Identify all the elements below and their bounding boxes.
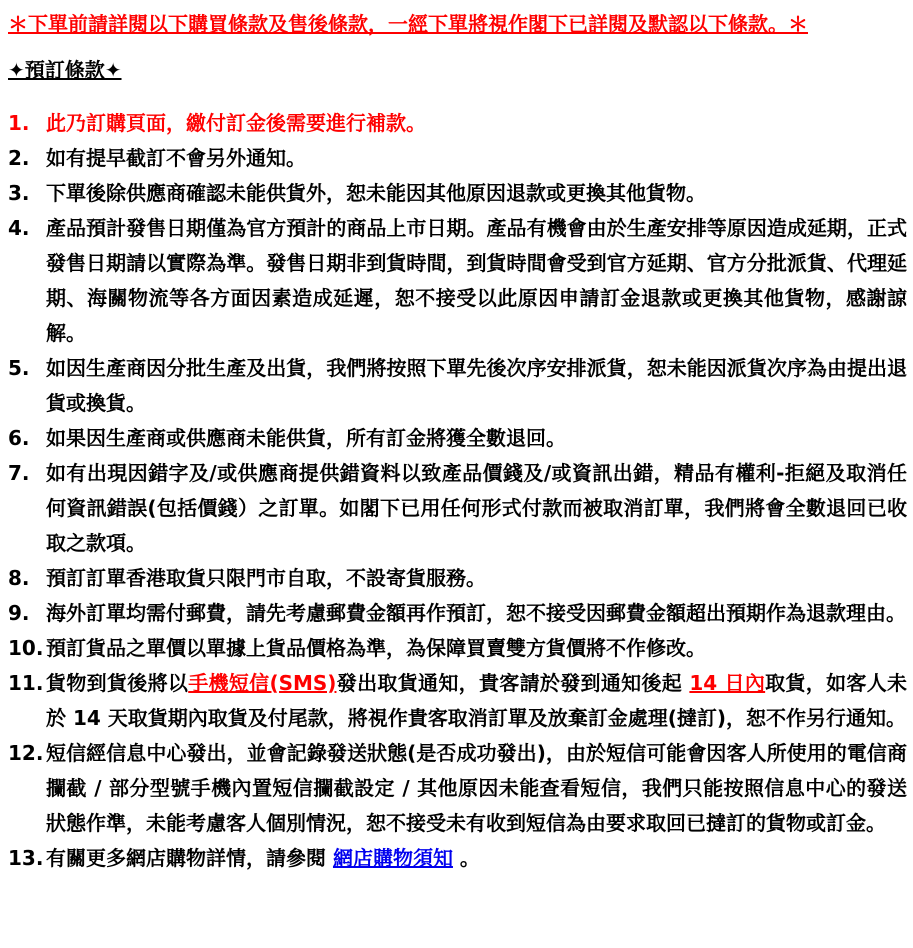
term-segment: 預訂貨品之單價以單據上貨品價格為準，為保障買賣雙方貨價將不作修改。 bbox=[46, 636, 706, 660]
term-number: 5. bbox=[8, 356, 30, 380]
term-segment: 海外訂單均需付郵費，請先考慮郵費金額再作預訂，恕不接受因郵費金額超出預期作為退款理由。 bbox=[46, 601, 906, 625]
term-text bbox=[46, 426, 566, 450]
term-item-10 bbox=[8, 631, 907, 666]
term-text bbox=[46, 671, 907, 730]
term-text bbox=[46, 181, 706, 205]
term-item-6 bbox=[8, 421, 907, 456]
term-segment: 如有提早截訂不會另外通知。 bbox=[46, 146, 306, 170]
term-segment: 貨物到貨後將以 bbox=[46, 671, 189, 695]
term-segment: 有關更多網店購物詳情，請參閱 bbox=[46, 846, 333, 870]
term-number: 4. bbox=[8, 216, 30, 240]
highlighted-red-text: 手機短信(SMS) bbox=[188, 671, 337, 695]
term-segment: 預訂訂單香港取貨只限門市自取，不設寄貨服務。 bbox=[46, 566, 486, 590]
term-text bbox=[46, 111, 426, 135]
term-item-8 bbox=[8, 561, 907, 596]
term-item-3 bbox=[8, 176, 907, 211]
term-segment: 如果因生產商或供應商未能供貨，所有訂金將獲全數退回。 bbox=[46, 426, 566, 450]
term-number: 1. bbox=[8, 111, 30, 135]
term-number: 12. bbox=[8, 741, 44, 765]
term-number: 13. bbox=[8, 846, 44, 870]
term-text bbox=[46, 741, 907, 835]
term-item-9 bbox=[8, 596, 907, 631]
store-shopping-guide-link[interactable]: 網店購物須知 bbox=[332, 846, 453, 870]
term-number: 3. bbox=[8, 181, 30, 205]
term-item-2 bbox=[8, 141, 907, 176]
term-item-7 bbox=[8, 456, 907, 561]
term-text bbox=[46, 461, 907, 555]
highlighted-red-text: 14 日內 bbox=[689, 671, 766, 695]
term-segment: 此乃訂購頁面，繳付訂金後需要進行補款。 bbox=[46, 111, 426, 135]
term-text bbox=[46, 566, 486, 590]
terms-list bbox=[8, 106, 907, 876]
term-segment: 下單後除供應商確認未能供貨外，恕未能因其他原因退款或更換其他貨物。 bbox=[46, 181, 706, 205]
term-segment: 短信經信息中心發出，並會記錄發送狀態(是否成功發出)，由於短信可能會因客人所使用的電信商攔截 / 部分型號手機內置短信攔截設定 / 其他原因未能查看短信，我們只能按照信息中心的發送狀態作準，未能考慮客人個別情況，恕不接受未有收到短信為由要求取回已撻訂的貨物或訂金。 bbox=[46, 741, 907, 835]
term-item-4 bbox=[8, 211, 907, 351]
term-text bbox=[46, 636, 706, 660]
term-text bbox=[46, 846, 480, 870]
term-segment: 取貨，如客人未於 14 天取貨期內取貨及付尾款，將視作貴客取消訂單及放棄訂金處理(撻訂)，恕不作另行通知。 bbox=[46, 671, 908, 730]
section-title: ✦預訂條款✦ bbox=[8, 58, 122, 82]
term-segment: 如有出現因錯字及/或供應商提供錯資料以致產品價錢及/或資訊出錯，精品有權利-拒絕及取消任何資訊錯誤(包括價錢）之訂單。如閣下已用任何形式付款而被取消訂單，我們將會全數退回已收取之款項。 bbox=[46, 461, 907, 555]
term-item-12 bbox=[8, 736, 907, 841]
term-text bbox=[46, 216, 907, 345]
term-number: 9. bbox=[8, 601, 30, 625]
term-item-11 bbox=[8, 666, 907, 736]
term-segment: 如因生產商因分批生產及出貨，我們將按照下單先後次序安排派貨，恕未能因派貨次序為由提出退貨或換貨。 bbox=[46, 356, 907, 415]
term-number: 7. bbox=[8, 461, 30, 485]
term-text bbox=[46, 146, 306, 170]
term-item-5 bbox=[8, 351, 907, 421]
term-segment: 產品預計發售日期僅為官方預計的商品上市日期。產品有機會由於生產安排等原因造成延期，正式發售日期請以實際為準。發售日期非到貨時間，到貨時間會受到官方延期、官方分批派貨、代理延期、海關物流等各方面因素造成延遲，恕不接受以此原因申請訂金退款或更換其他貨物，感謝諒解。 bbox=[46, 216, 907, 345]
term-item-1 bbox=[8, 106, 907, 141]
term-text bbox=[46, 601, 906, 625]
term-text bbox=[46, 356, 907, 415]
term-number: 8. bbox=[8, 566, 30, 590]
term-item-13 bbox=[8, 841, 907, 876]
term-segment: 發出取貨通知，貴客請於發到通知後起 bbox=[336, 671, 690, 695]
term-segment: 。 bbox=[452, 846, 480, 870]
term-number: 2. bbox=[8, 146, 30, 170]
term-number: 11. bbox=[8, 671, 44, 695]
term-number: 10. bbox=[8, 636, 44, 660]
term-number: 6. bbox=[8, 426, 30, 450]
notice-title: ＊下單前請詳閱以下購買條款及售後條款，一經下單將視作閣下已詳閱及默認以下條款。＊ bbox=[8, 12, 808, 36]
